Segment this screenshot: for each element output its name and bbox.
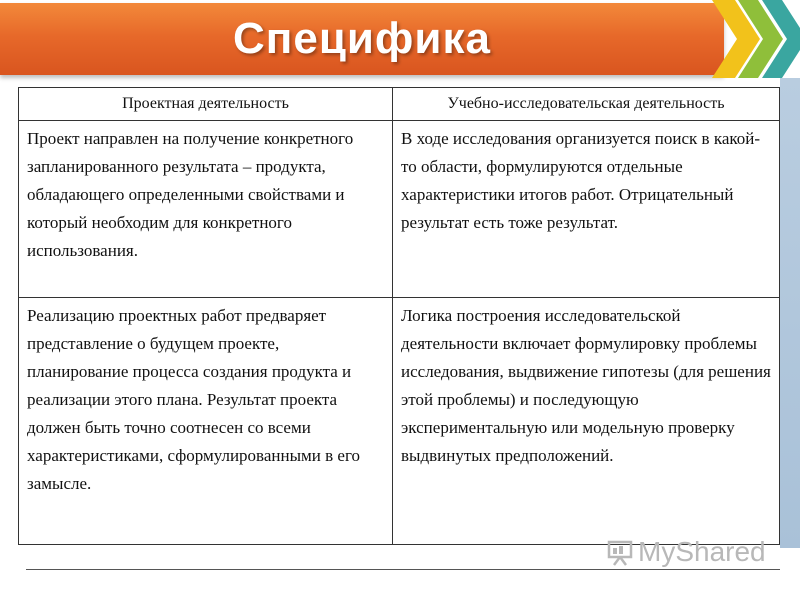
side-stripe bbox=[780, 78, 800, 548]
cell-project-goal: Проект направлен на получение конкретного запланированного результата – продукта, обладающего определенными свойствами и который необходим для конкретного использования. bbox=[19, 121, 393, 298]
cell-research-goal: В ходе исследования организуется поиск в какой-то области, формулируются отдельные характеристики итогов работ. Отрицательный результат есть тоже результат. bbox=[393, 121, 780, 298]
header-project: Проектная деятельность bbox=[19, 88, 393, 121]
cell-research-logic: Логика построения исследовательской деятельности включает формулировку проблемы исследования, выдвижение гипотезы (для решения этой проблемы) и последующую экспериментальную или модельную проверку выдвинутых предположений. bbox=[393, 298, 780, 545]
cell-project-planning: Реализацию проектных работ предваряет представление о будущем проекте, планирование процесса создания продукта и реализации этого плана. Результат проекта должен быть точно соотнесен со всеми характеристиками, сформулированными в его замысле. bbox=[19, 298, 393, 545]
watermark-text: MyShared bbox=[638, 536, 766, 567]
presentation-board-icon bbox=[606, 538, 634, 566]
footer-divider bbox=[26, 569, 780, 570]
table-row bbox=[19, 298, 780, 545]
table-header-row bbox=[19, 88, 780, 121]
header-research: Учебно-исследовательская деятельность bbox=[393, 88, 780, 121]
watermark-logo bbox=[606, 536, 766, 568]
table-row bbox=[19, 121, 780, 298]
comparison-table bbox=[18, 87, 780, 545]
slide-title: Специфика bbox=[233, 14, 491, 63]
